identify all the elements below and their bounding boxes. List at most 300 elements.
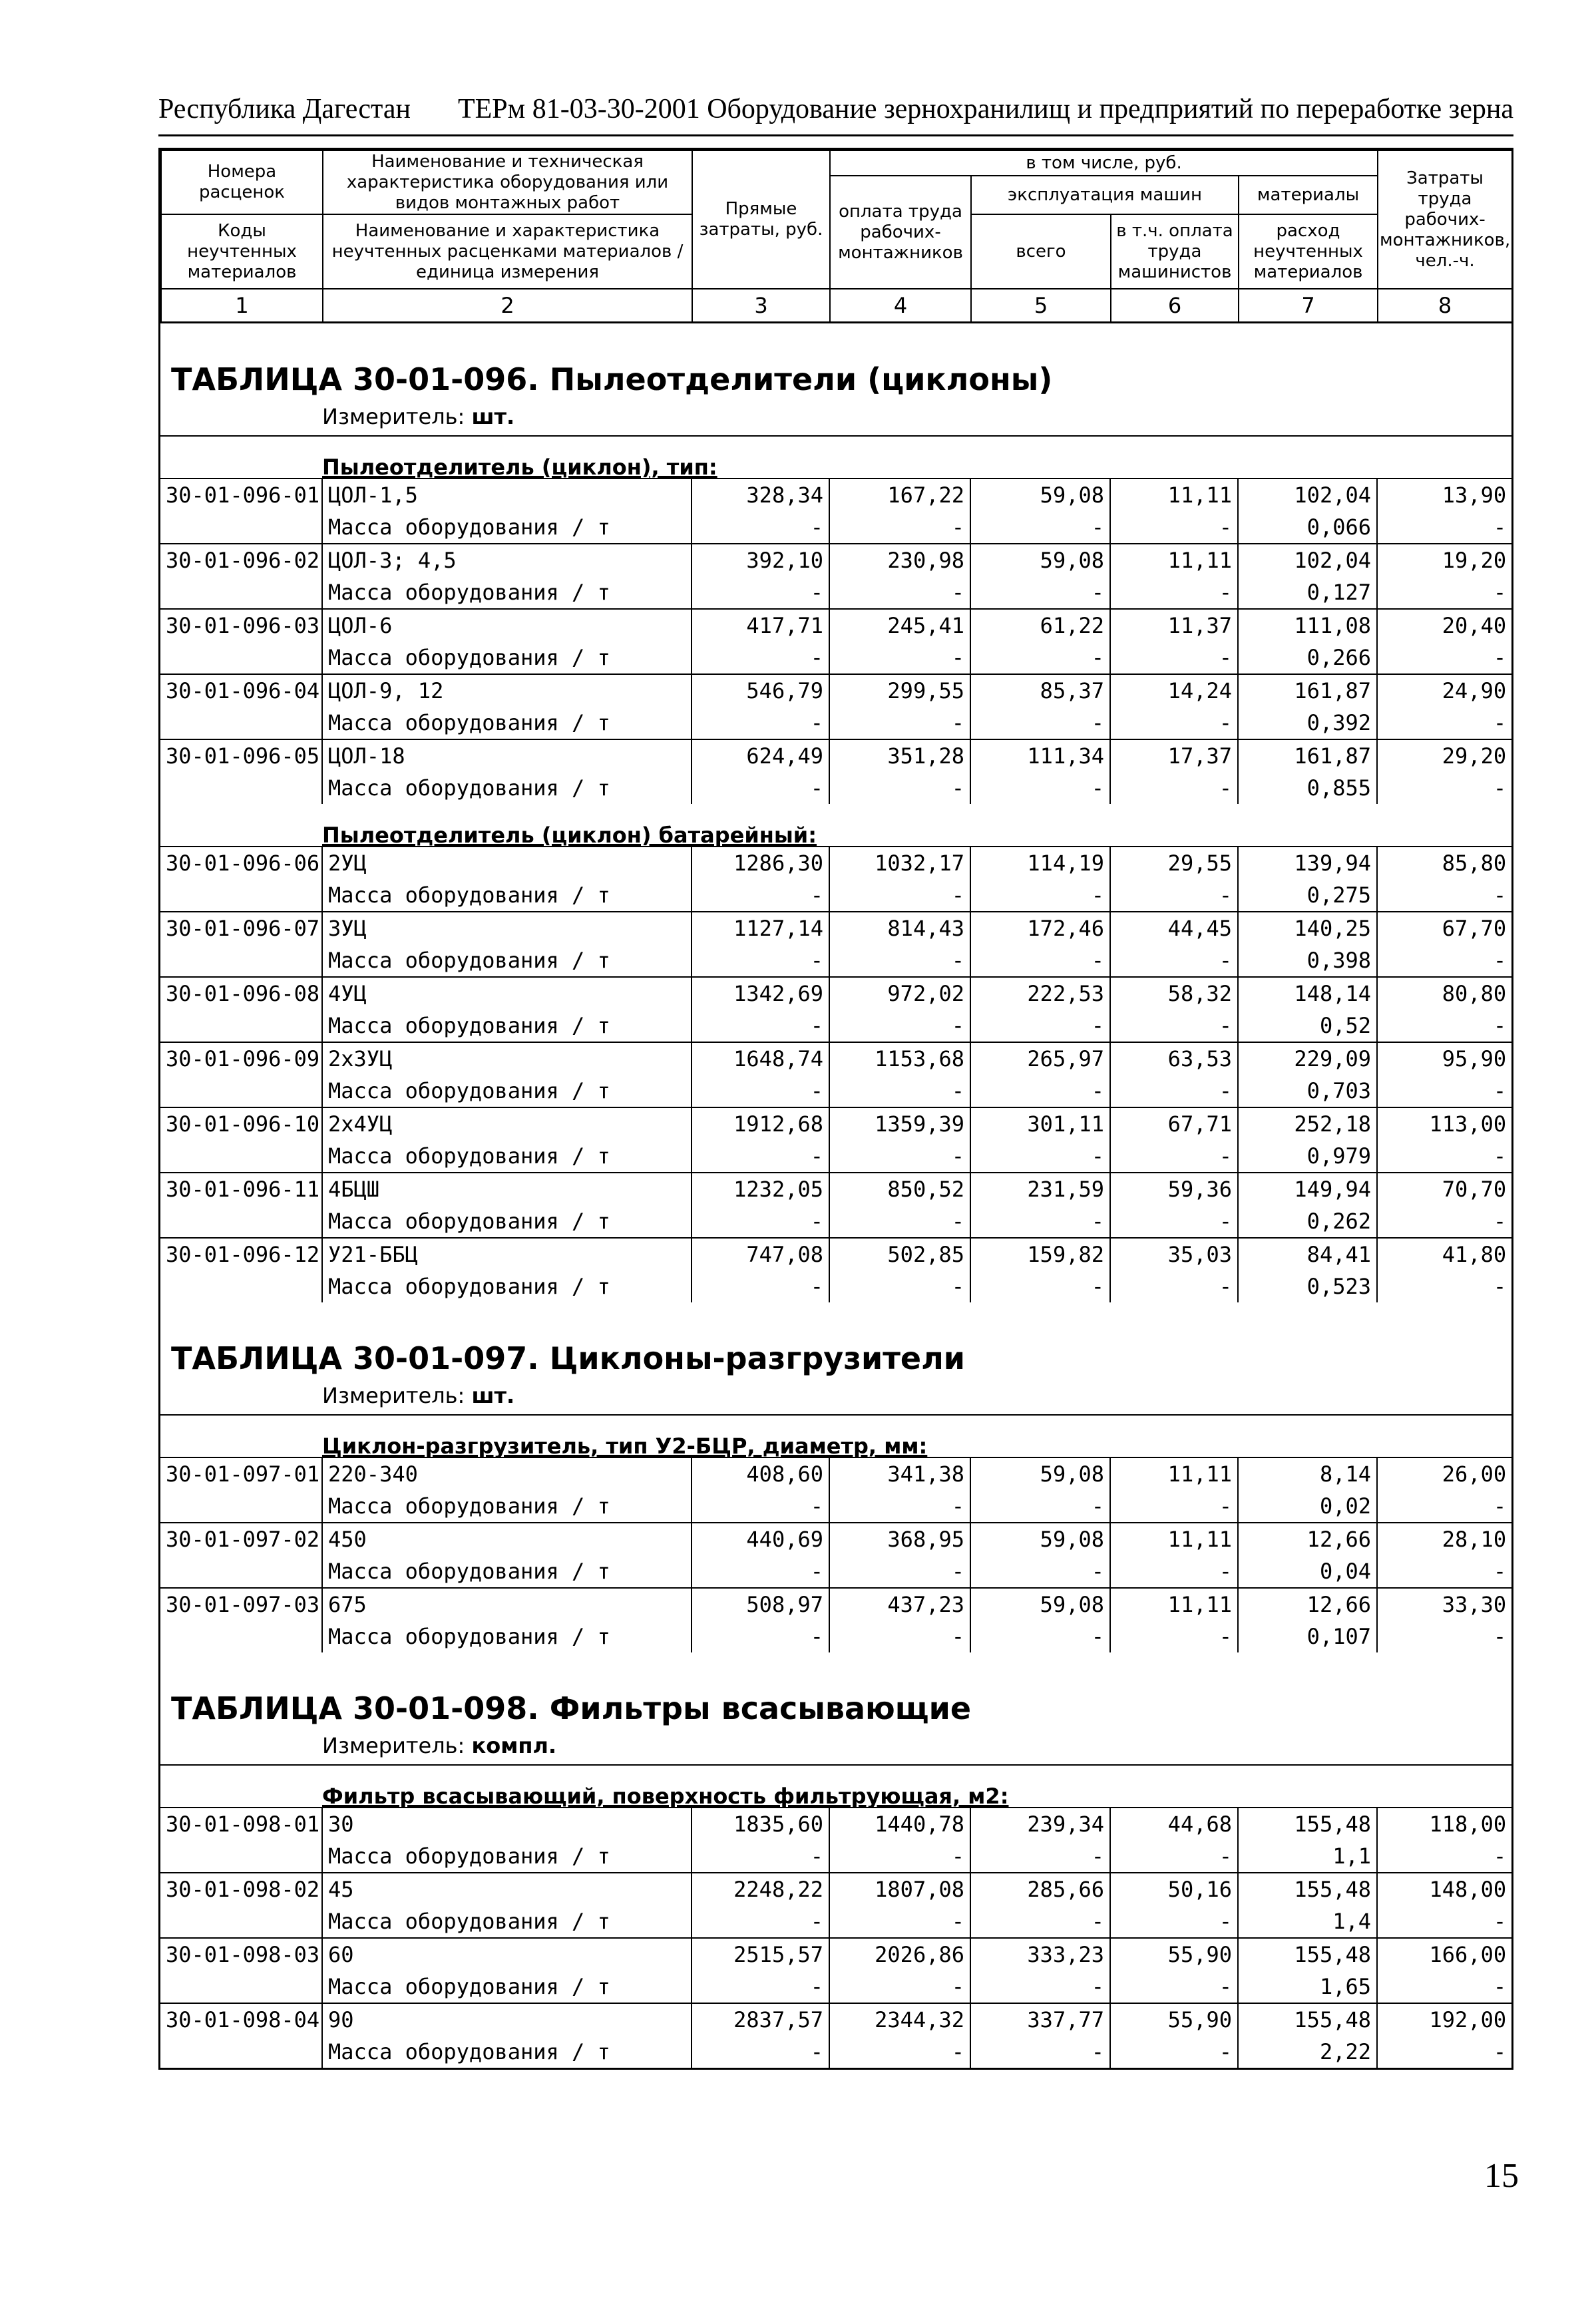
value-col8: 192,00 xyxy=(1377,2003,1511,2036)
dash: - xyxy=(1493,1843,1507,1869)
value-col4: 341,38 xyxy=(829,1457,970,1490)
value-col6: 11,37 xyxy=(1110,609,1238,642)
dash: - xyxy=(829,772,970,804)
mass-row xyxy=(160,1555,1511,1588)
dash: - xyxy=(1110,1010,1238,1042)
value-col5: 172,46 xyxy=(970,912,1110,944)
value-col3: 392,10 xyxy=(692,544,829,576)
group-heading-row xyxy=(160,1765,1511,1808)
header-incl: в том числе, руб. xyxy=(830,150,1378,176)
group-heading-row xyxy=(160,436,1511,479)
dash: - xyxy=(1110,511,1238,544)
table-row xyxy=(160,479,1511,511)
value-col6: 11,11 xyxy=(1110,1523,1238,1555)
running-head xyxy=(158,88,1513,136)
table-row xyxy=(160,977,1511,1010)
mass-value: 0,703 xyxy=(1238,1075,1377,1107)
value-col5: 265,97 xyxy=(970,1042,1110,1075)
value-col5: 59,08 xyxy=(970,479,1110,511)
dash: - xyxy=(970,576,1110,609)
unit-cell xyxy=(322,1727,1511,1765)
value-col7: 161,87 xyxy=(1238,739,1377,772)
dash: - xyxy=(829,707,970,739)
header-col4: оплата труда рабочих-монтажников xyxy=(830,176,971,289)
table-row xyxy=(160,1938,1511,1971)
mass-label: Масса оборудования / т xyxy=(322,707,692,739)
mass-label: Масса оборудования / т xyxy=(322,511,692,544)
value-col5: 114,19 xyxy=(970,847,1110,879)
dash: - xyxy=(692,1840,829,1873)
mass-value: 0,855 xyxy=(1238,772,1377,804)
column-number: 6 xyxy=(1111,289,1239,323)
mass-row xyxy=(160,1840,1511,1873)
dash: - xyxy=(1493,1274,1507,1299)
mass-label: Масса оборудования / т xyxy=(322,1621,692,1652)
dash: - xyxy=(692,944,829,977)
dash: - xyxy=(970,1905,1110,1938)
dash: - xyxy=(970,707,1110,739)
unit-value: шт. xyxy=(471,404,515,429)
dash: - xyxy=(970,642,1110,674)
dash: - xyxy=(970,772,1110,804)
dash: - xyxy=(1493,1143,1507,1169)
value-col5: 59,08 xyxy=(970,1457,1110,1490)
value-col8: 33,30 xyxy=(1377,1588,1511,1621)
value-col3: 1286,30 xyxy=(692,847,829,879)
rate-code: 30-01-098-03 xyxy=(160,1938,322,2003)
table-row xyxy=(160,1042,1511,1075)
item-name: 2х4УЦ xyxy=(322,1107,692,1140)
item-name: ЦОЛ-9, 12 xyxy=(322,674,692,707)
value-col6: 55,90 xyxy=(1110,1938,1238,1971)
mass-value: 0,275 xyxy=(1238,879,1377,912)
mass-label: Масса оборудования / т xyxy=(322,1971,692,2003)
rate-code: 30-01-096-02 xyxy=(160,544,322,609)
rate-code: 30-01-096-06 xyxy=(160,847,322,912)
value-col5: 231,59 xyxy=(970,1173,1110,1205)
dash: - xyxy=(829,1840,970,1873)
value-col5: 222,53 xyxy=(970,977,1110,1010)
mass-value: 0,107 xyxy=(1238,1621,1377,1652)
dash: - xyxy=(829,511,970,544)
dash: - xyxy=(692,1205,829,1238)
header-materials: материалы xyxy=(1239,176,1378,214)
dash: - xyxy=(692,576,829,609)
value-col8: 85,80 xyxy=(1377,847,1511,879)
unit-row xyxy=(160,398,1511,436)
dash: - xyxy=(692,2036,829,2068)
dash: - xyxy=(692,1490,829,1523)
table-header xyxy=(160,150,1513,323)
mass-label: Масса оборудования / т xyxy=(322,944,692,977)
mass-label: Масса оборудования / т xyxy=(322,1270,692,1302)
item-name: 2УЦ xyxy=(322,847,692,879)
mass-row xyxy=(160,879,1511,912)
dash: - xyxy=(1110,707,1238,739)
value-col7: 155,48 xyxy=(1238,1938,1377,1971)
group-spacer xyxy=(160,1765,322,1808)
value-col5: 59,08 xyxy=(970,1523,1110,1555)
mass-row xyxy=(160,1205,1511,1238)
dash: - xyxy=(829,1075,970,1107)
dash: - xyxy=(1493,1078,1507,1103)
value-col4: 351,28 xyxy=(829,739,970,772)
rate-code: 30-01-096-08 xyxy=(160,977,322,1042)
dash: - xyxy=(1493,1624,1507,1649)
value-col3: 1342,69 xyxy=(692,977,829,1010)
dash: - xyxy=(1493,948,1507,973)
column-number: 5 xyxy=(971,289,1111,323)
value-col5: 61,22 xyxy=(970,609,1110,642)
header-col1-bottom: Коды неучтенных материалов xyxy=(161,214,323,289)
dash: - xyxy=(692,511,829,544)
item-name: ЦОЛ-18 xyxy=(322,739,692,772)
item-name: ЦОЛ-1,5 xyxy=(322,479,692,511)
value-col6: 11,11 xyxy=(1110,544,1238,576)
dash: - xyxy=(970,1621,1110,1652)
mass-value: 0,266 xyxy=(1238,642,1377,674)
table-row xyxy=(160,1523,1511,1555)
value-col6: 63,53 xyxy=(1110,1042,1238,1075)
dash: - xyxy=(829,1905,970,1938)
item-name: 220-340 xyxy=(322,1457,692,1490)
rate-code: 30-01-097-02 xyxy=(160,1523,322,1588)
dash: - xyxy=(1110,1270,1238,1302)
header-col1-top: Номера расценок xyxy=(161,150,323,214)
value-col4: 1153,68 xyxy=(829,1042,970,1075)
value-col3: 508,97 xyxy=(692,1588,829,1621)
mass-value: 0,04 xyxy=(1238,1555,1377,1588)
mass-row xyxy=(160,576,1511,609)
rate-code: 30-01-098-04 xyxy=(160,2003,322,2068)
dash: - xyxy=(1110,772,1238,804)
dash: - xyxy=(692,642,829,674)
value-col3: 2515,57 xyxy=(692,1938,829,1971)
value-col6: 35,03 xyxy=(1110,1238,1238,1270)
dash: - xyxy=(1110,1971,1238,2003)
value-col3: 2837,57 xyxy=(692,2003,829,2036)
value-col8: 24,90 xyxy=(1377,674,1511,707)
dash: - xyxy=(970,1490,1110,1523)
table-row xyxy=(160,1588,1511,1621)
value-col3: 440,69 xyxy=(692,1523,829,1555)
value-col6: 55,90 xyxy=(1110,2003,1238,2036)
mass-value: 0,02 xyxy=(1238,1490,1377,1523)
dash: - xyxy=(692,1621,829,1652)
value-col7: 155,48 xyxy=(1238,2003,1377,2036)
dash: - xyxy=(1493,1013,1507,1038)
dash: - xyxy=(970,1010,1110,1042)
value-col3: 417,71 xyxy=(692,609,829,642)
value-col7: 102,04 xyxy=(1238,479,1377,511)
rate-code: 30-01-096-07 xyxy=(160,912,322,977)
dash: - xyxy=(1110,1555,1238,1588)
value-col8: 113,00 xyxy=(1377,1107,1511,1140)
value-col8: 13,90 xyxy=(1377,479,1511,511)
mass-value: 0,979 xyxy=(1238,1140,1377,1173)
group-heading: Пылеотделитель (циклон) батарейный: xyxy=(322,823,817,847)
value-col7: 12,66 xyxy=(1238,1523,1377,1555)
mass-row xyxy=(160,2036,1511,2068)
mass-value: 0,52 xyxy=(1238,1010,1377,1042)
dash: - xyxy=(1493,882,1507,908)
rate-code: 30-01-096-04 xyxy=(160,674,322,739)
mass-label: Масса оборудования / т xyxy=(322,772,692,804)
value-col4: 368,95 xyxy=(829,1523,970,1555)
dash: - xyxy=(1493,645,1507,670)
value-col3: 408,60 xyxy=(692,1457,829,1490)
value-col4: 850,52 xyxy=(829,1173,970,1205)
item-name: 60 xyxy=(322,1938,692,1971)
table-row xyxy=(160,847,1511,879)
value-col6: 29,55 xyxy=(1110,847,1238,879)
value-col6: 67,71 xyxy=(1110,1107,1238,1140)
item-name: 2х3УЦ xyxy=(322,1042,692,1075)
dash: - xyxy=(1110,879,1238,912)
unit-value: шт. xyxy=(471,1383,515,1408)
mass-value: 2,22 xyxy=(1238,2036,1377,2068)
column-numbers xyxy=(161,289,1512,323)
table-row xyxy=(160,1808,1511,1840)
value-col5: 285,66 xyxy=(970,1873,1110,1905)
value-col8: 95,90 xyxy=(1377,1042,1511,1075)
unit-spacer xyxy=(160,398,322,436)
dash: - xyxy=(1493,580,1507,605)
dash: - xyxy=(970,511,1110,544)
dash: - xyxy=(1493,1493,1507,1519)
dash: - xyxy=(1493,1559,1507,1584)
dash: - xyxy=(1110,1140,1238,1173)
dash: - xyxy=(692,1075,829,1107)
value-col3: 624,49 xyxy=(692,739,829,772)
value-col4: 814,43 xyxy=(829,912,970,944)
value-col4: 2026,86 xyxy=(829,1938,970,1971)
dash: - xyxy=(970,1555,1110,1588)
mass-row xyxy=(160,1270,1511,1302)
rate-code: 30-01-097-01 xyxy=(160,1457,322,1523)
dash: - xyxy=(1110,1840,1238,1873)
value-col4: 437,23 xyxy=(829,1588,970,1621)
dash: - xyxy=(1493,2039,1507,2064)
mass-row xyxy=(160,1075,1511,1107)
group-spacer xyxy=(160,1415,322,1457)
value-col4: 299,55 xyxy=(829,674,970,707)
value-col3: 1648,74 xyxy=(692,1042,829,1075)
dash: - xyxy=(970,1270,1110,1302)
mass-row xyxy=(160,1490,1511,1523)
dash: - xyxy=(692,1905,829,1938)
value-col5: 239,34 xyxy=(970,1808,1110,1840)
dash: - xyxy=(829,944,970,977)
unit-label: Измеритель: xyxy=(322,1383,465,1408)
dash: - xyxy=(829,1555,970,1588)
value-col4: 245,41 xyxy=(829,609,970,642)
value-col4: 972,02 xyxy=(829,977,970,1010)
value-col8: 166,00 xyxy=(1377,1938,1511,1971)
group-heading-row xyxy=(160,1415,1511,1457)
value-col5: 85,37 xyxy=(970,674,1110,707)
dash: - xyxy=(829,1490,970,1523)
value-col8: 20,40 xyxy=(1377,609,1511,642)
value-col6: 14,24 xyxy=(1110,674,1238,707)
rate-code: 30-01-097-03 xyxy=(160,1588,322,1652)
value-col7: 111,08 xyxy=(1238,609,1377,642)
mass-value: 0,127 xyxy=(1238,576,1377,609)
unit-row xyxy=(160,1727,1511,1765)
column-number: 4 xyxy=(830,289,971,323)
value-col3: 1127,14 xyxy=(692,912,829,944)
dash: - xyxy=(829,1205,970,1238)
value-col3: 2248,22 xyxy=(692,1873,829,1905)
value-col4: 502,85 xyxy=(829,1238,970,1270)
value-col7: 252,18 xyxy=(1238,1107,1377,1140)
dash: - xyxy=(970,2036,1110,2068)
mass-row xyxy=(160,511,1511,544)
table-row xyxy=(160,544,1511,576)
dash: - xyxy=(1110,642,1238,674)
page-number: 15 xyxy=(1484,2157,1519,2195)
mass-label: Масса оборудования / т xyxy=(322,1555,692,1588)
value-col4: 1359,39 xyxy=(829,1107,970,1140)
value-col8: 80,80 xyxy=(1377,977,1511,1010)
table-row xyxy=(160,2003,1511,2036)
value-col5: 59,08 xyxy=(970,544,1110,576)
group-heading-row xyxy=(160,804,1511,847)
dash: - xyxy=(1493,775,1507,801)
header-col2-bottom: Наименование и характеристика неучтенных расценками материалов / единица измерения xyxy=(323,214,692,289)
value-col7: 8,14 xyxy=(1238,1457,1377,1490)
value-col8: 67,70 xyxy=(1377,912,1511,944)
dash: - xyxy=(1493,514,1507,540)
mass-row xyxy=(160,772,1511,804)
dash: - xyxy=(1110,1205,1238,1238)
rate-code: 30-01-096-12 xyxy=(160,1238,322,1302)
item-name: 450 xyxy=(322,1523,692,1555)
header-machines: эксплуатация машин xyxy=(971,176,1239,214)
table-section-title-row xyxy=(160,1652,1511,1727)
mass-label: Масса оборудования / т xyxy=(322,1490,692,1523)
header-col2-top: Наименование и техническая характеристика оборудования или видов монтажных работ xyxy=(323,150,692,214)
mass-label: Масса оборудования / т xyxy=(322,879,692,912)
unit-cell xyxy=(322,1377,1511,1415)
dash: - xyxy=(692,1971,829,2003)
mass-row xyxy=(160,1621,1511,1652)
header-col7: расход неучтенных материалов xyxy=(1239,214,1378,289)
mass-label: Масса оборудования / т xyxy=(322,1140,692,1173)
table-row xyxy=(160,1107,1511,1140)
value-col6: 59,36 xyxy=(1110,1173,1238,1205)
unit-spacer xyxy=(160,1727,322,1765)
value-col7: 140,25 xyxy=(1238,912,1377,944)
value-col8: 148,00 xyxy=(1377,1873,1511,1905)
table-section-title: ТАБЛИЦА 30-01-098. Фильтры всасывающие xyxy=(171,1690,972,1726)
value-col5: 301,11 xyxy=(970,1107,1110,1140)
group-heading: Фильтр всасывающий, поверхность фильтрующая, м2: xyxy=(322,1784,1009,1808)
dash: - xyxy=(970,879,1110,912)
item-name: 4БЦШ xyxy=(322,1173,692,1205)
table-row xyxy=(160,912,1511,944)
value-col5: 111,34 xyxy=(970,739,1110,772)
rate-code: 30-01-096-11 xyxy=(160,1173,322,1238)
dash: - xyxy=(829,1971,970,2003)
table-section-title: ТАБЛИЦА 30-01-096. Пылеотделители (циклоны) xyxy=(171,361,1053,397)
item-name: У21-ББЦ xyxy=(322,1238,692,1270)
value-col3: 747,08 xyxy=(692,1238,829,1270)
value-col4: 167,22 xyxy=(829,479,970,511)
dash: - xyxy=(1493,1209,1507,1234)
dash: - xyxy=(829,1621,970,1652)
value-col6: 11,11 xyxy=(1110,1588,1238,1621)
mass-row xyxy=(160,642,1511,674)
dash: - xyxy=(1110,2036,1238,2068)
dash: - xyxy=(692,1140,829,1173)
value-col6: 11,11 xyxy=(1110,1457,1238,1490)
dash: - xyxy=(692,1555,829,1588)
value-col8: 41,80 xyxy=(1377,1238,1511,1270)
unit-label: Измеритель: xyxy=(322,404,465,429)
value-col3: 1835,60 xyxy=(692,1808,829,1840)
value-col7: 229,09 xyxy=(1238,1042,1377,1075)
mass-label: Масса оборудования / т xyxy=(322,1905,692,1938)
mass-label: Масса оборудования / т xyxy=(322,1010,692,1042)
value-col8: 28,10 xyxy=(1377,1523,1511,1555)
table-row xyxy=(160,609,1511,642)
value-col5: 337,77 xyxy=(970,2003,1110,2036)
dash: - xyxy=(970,1971,1110,2003)
mass-row xyxy=(160,1010,1511,1042)
column-number: 2 xyxy=(323,289,692,323)
unit-cell xyxy=(322,398,1511,436)
dash: - xyxy=(1110,1905,1238,1938)
value-col3: 1232,05 xyxy=(692,1173,829,1205)
dash: - xyxy=(829,1010,970,1042)
mass-row xyxy=(160,707,1511,739)
value-col4: 230,98 xyxy=(829,544,970,576)
dash: - xyxy=(1493,710,1507,735)
dash: - xyxy=(1110,944,1238,977)
group-heading: Циклон-разгрузитель, тип У2-БЦР, диаметр, мм: xyxy=(322,1434,928,1457)
dash: - xyxy=(970,1840,1110,1873)
mass-label: Масса оборудования / т xyxy=(322,576,692,609)
value-col3: 546,79 xyxy=(692,674,829,707)
unit-row xyxy=(160,1377,1511,1415)
column-number: 8 xyxy=(1378,289,1512,323)
dash: - xyxy=(970,1075,1110,1107)
table-row xyxy=(160,1238,1511,1270)
value-col4: 1807,08 xyxy=(829,1873,970,1905)
value-col8: 26,00 xyxy=(1377,1457,1511,1490)
value-col7: 155,48 xyxy=(1238,1873,1377,1905)
region-name: Республика Дагестан xyxy=(158,94,411,124)
item-name: 30 xyxy=(322,1808,692,1840)
mass-label: Масса оборудования / т xyxy=(322,1075,692,1107)
table-row xyxy=(160,674,1511,707)
dash: - xyxy=(970,1140,1110,1173)
mass-label: Масса оборудования / т xyxy=(322,1840,692,1873)
table-row xyxy=(160,739,1511,772)
dash: - xyxy=(692,1270,829,1302)
price-table xyxy=(158,148,1513,2070)
table-body xyxy=(160,323,1511,2068)
mass-value: 1,1 xyxy=(1238,1840,1377,1873)
mass-value: 0,398 xyxy=(1238,944,1377,977)
document-title: ТЕРм 81-03-30-2001 Оборудование зернохранилищ и предприятий по переработке зерна xyxy=(457,94,1513,124)
mass-value: 0,392 xyxy=(1238,707,1377,739)
value-col4: 2344,32 xyxy=(829,2003,970,2036)
rate-code: 30-01-096-03 xyxy=(160,609,322,674)
value-col5: 159,82 xyxy=(970,1238,1110,1270)
item-name: 90 xyxy=(322,2003,692,2036)
